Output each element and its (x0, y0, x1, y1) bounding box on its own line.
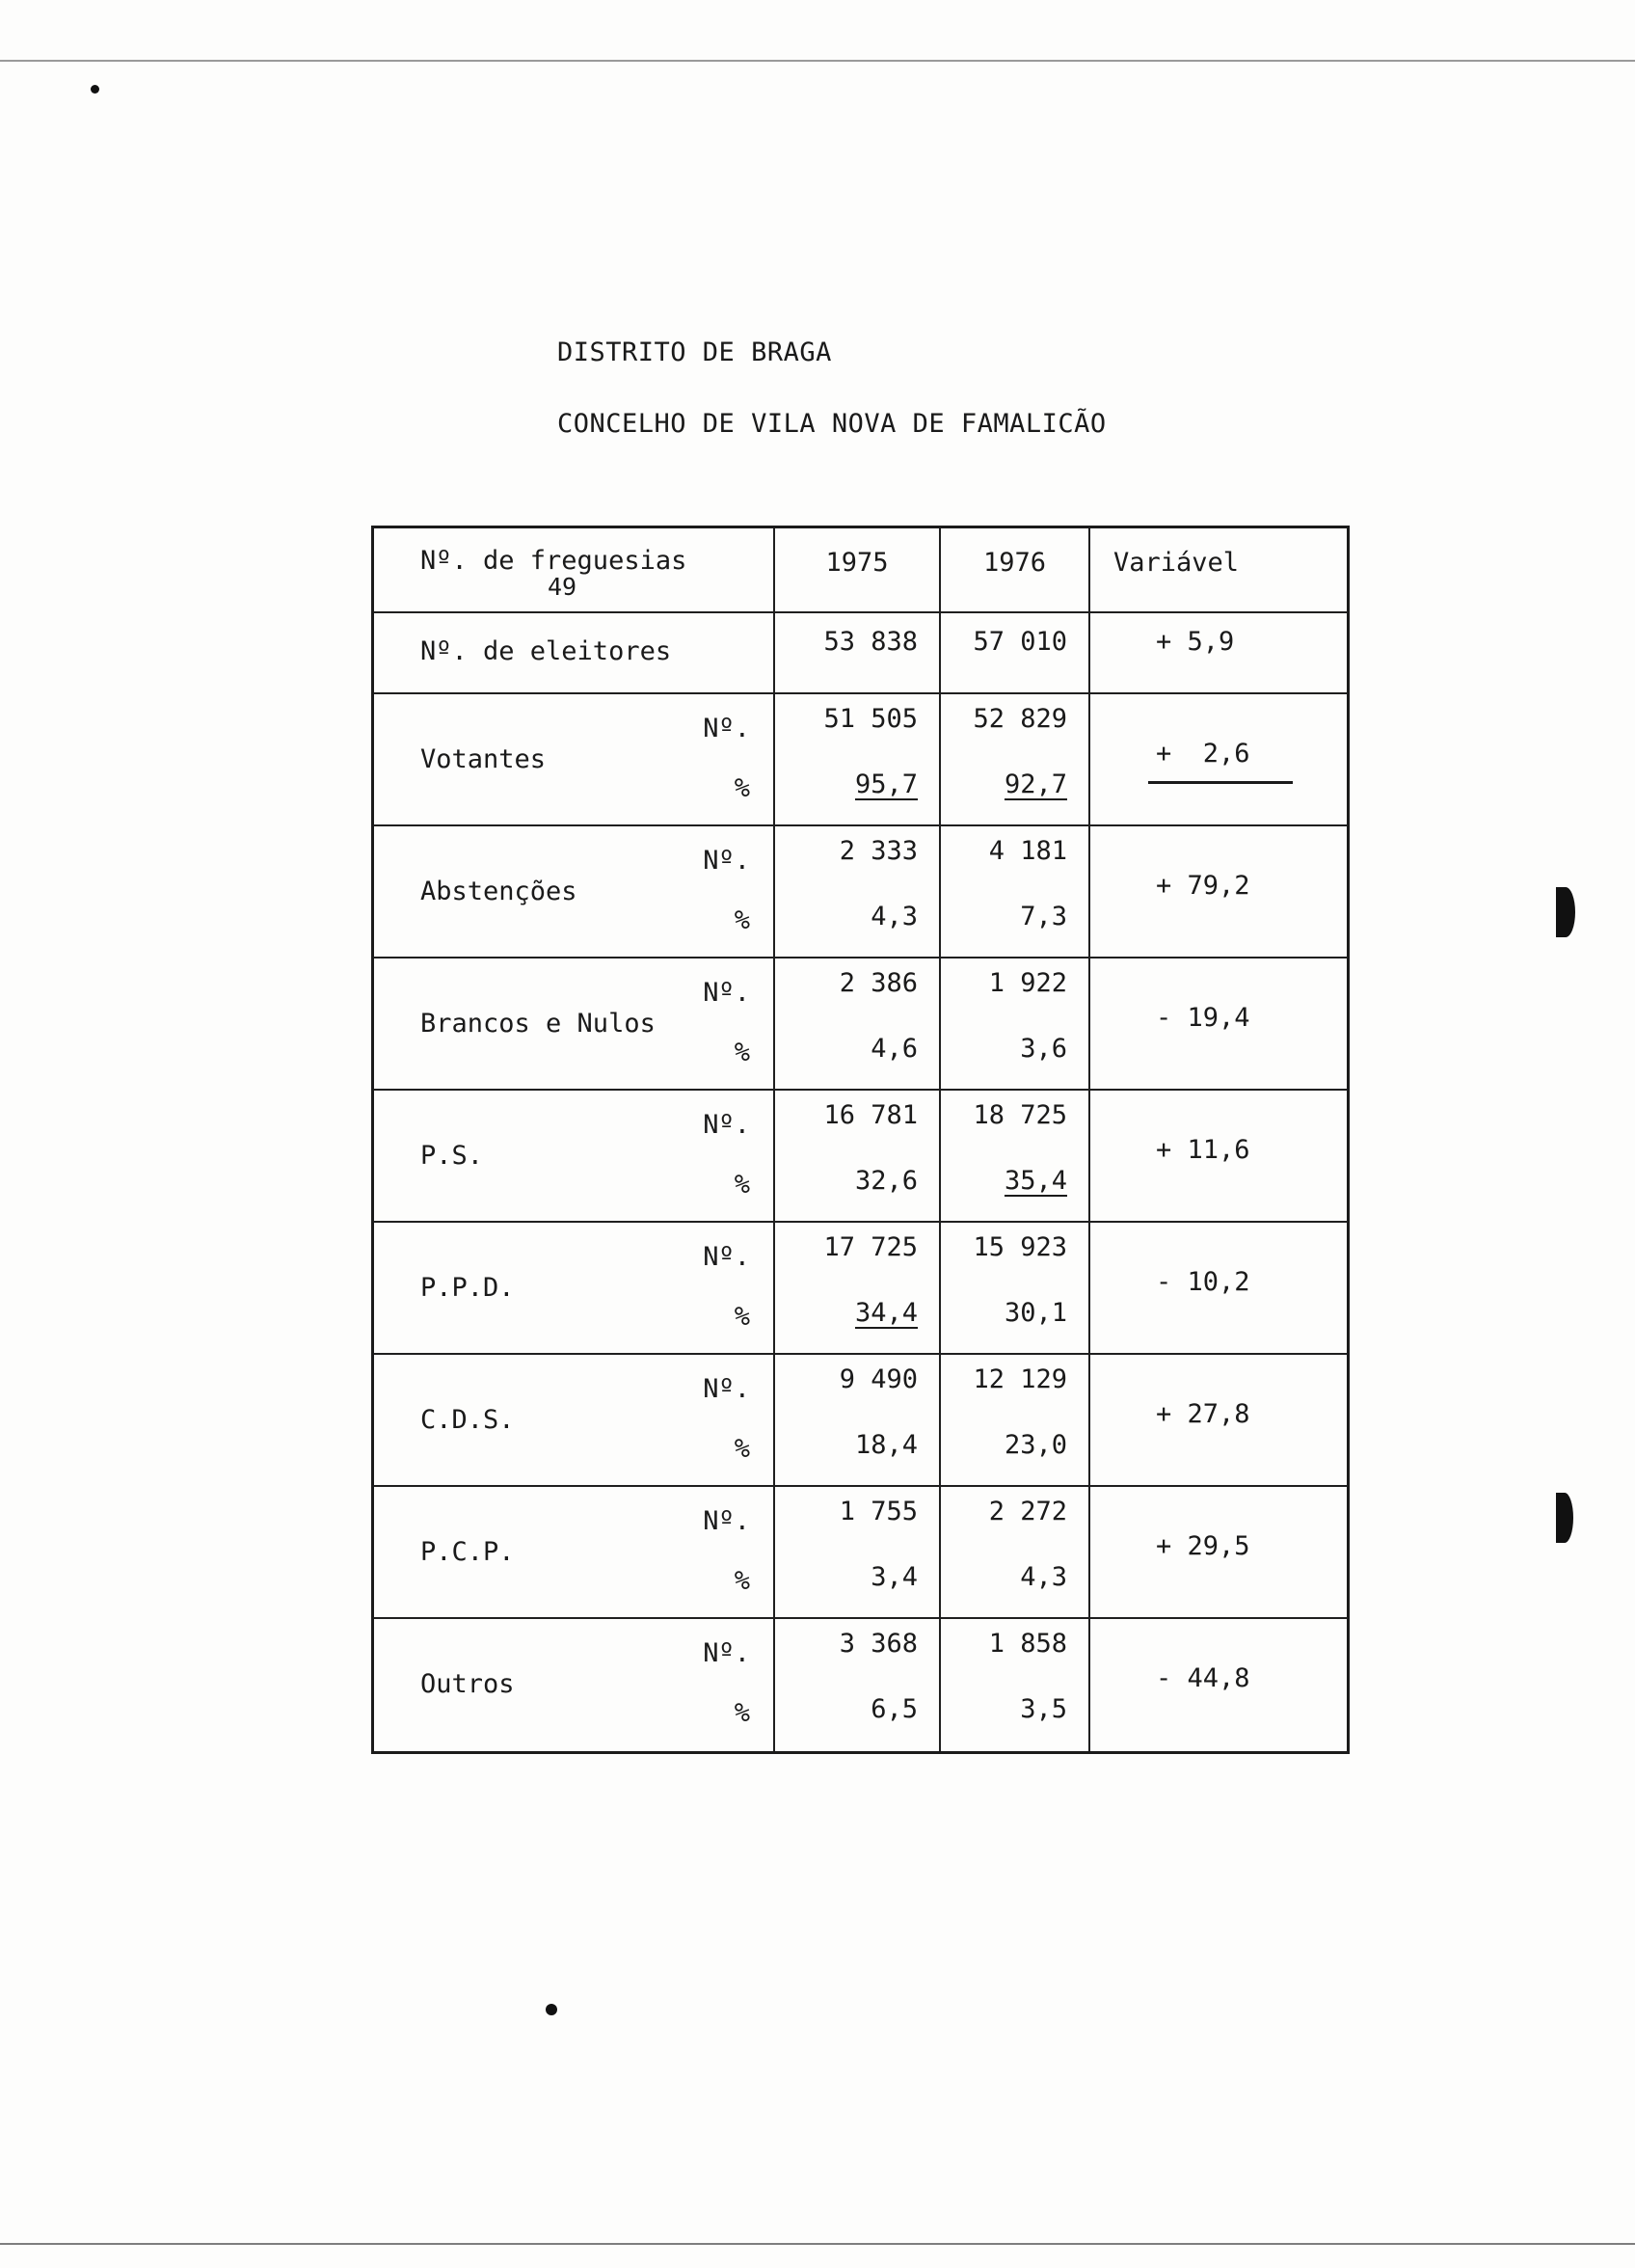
row-label: Votantes (420, 744, 547, 774)
percent-unit: % (734, 1698, 750, 1728)
variation-value: - 44,8 (1156, 1663, 1250, 1693)
percent-1975: 32,6 (854, 1166, 918, 1196)
variation-value: + 11,6 (1156, 1135, 1250, 1165)
underline-mark (1148, 781, 1293, 784)
percent-unit: % (734, 1038, 750, 1067)
count-1976: 12 129 (973, 1364, 1067, 1394)
percent-1975: 3,4 (871, 1562, 918, 1592)
count-1975: 51 505 (823, 704, 918, 734)
percent-1975: 34,4 (854, 1298, 918, 1328)
count-unit: Nº. (703, 846, 750, 876)
row-label: P.P.D. (420, 1273, 515, 1303)
row-label: Abstenções (420, 877, 577, 906)
percent-1976: 35,4 (1004, 1166, 1067, 1196)
year-1976-header: 1976 (982, 548, 1047, 578)
percent-1975: 18,4 (854, 1430, 918, 1460)
parishes-count-value: 49 (548, 573, 577, 601)
ink-dot (546, 2004, 557, 2015)
election-results-table (371, 526, 1350, 1754)
table-row-ps (374, 1091, 1347, 1223)
year-1975-header: 1975 (825, 548, 889, 578)
count-unit: Nº. (703, 1374, 750, 1404)
percent-1975: 95,7 (854, 770, 918, 799)
row-label: P.S. (420, 1141, 484, 1171)
count-1976: 15 923 (973, 1232, 1067, 1262)
count-1976: 1 922 (988, 968, 1067, 998)
count-unit: Nº. (703, 714, 750, 743)
percent-1976: 30,1 (1004, 1298, 1067, 1328)
count-1976: 18 725 (973, 1100, 1067, 1130)
percent-1976: 7,3 (1020, 902, 1067, 932)
municipality-heading: CONCELHO DE VILA NOVA DE FAMALICÃO (557, 409, 1107, 439)
table-row-brancos-nulos (374, 958, 1347, 1091)
row-label: Brancos e Nulos (420, 1009, 656, 1039)
ink-dot (91, 85, 99, 94)
table-row-ppd (374, 1223, 1347, 1355)
bottom-edge-line (0, 2243, 1635, 2245)
punch-hole-mark (1556, 887, 1575, 937)
variation-value: + 27,8 (1156, 1399, 1250, 1429)
count-unit: Nº. (703, 1506, 750, 1536)
percent-unit: % (734, 773, 750, 803)
count-1976: 52 829 (973, 704, 1067, 734)
variation-value: + 79,2 (1156, 871, 1250, 901)
table-header-row (374, 528, 1347, 613)
percent-unit: % (734, 1170, 750, 1200)
table-row-votantes (374, 694, 1347, 826)
eleitores-1976: 57 010 (973, 627, 1067, 657)
percent-unit: % (734, 1302, 750, 1332)
table-row-cds (374, 1355, 1347, 1487)
count-1975: 3 368 (839, 1629, 918, 1659)
count-1976: 2 272 (988, 1497, 1067, 1526)
count-unit: Nº. (703, 978, 750, 1008)
eleitores-1975: 53 838 (823, 627, 918, 657)
district-heading: DISTRITO DE BRAGA (557, 338, 832, 367)
table-row-eleitores (374, 613, 1347, 694)
variation-header: Variável (1113, 548, 1240, 578)
parishes-count-label: Nº. de freguesias (420, 546, 687, 576)
punch-hole-mark (1556, 1493, 1573, 1543)
count-1975: 16 781 (823, 1100, 918, 1130)
percent-1976: 4,3 (1020, 1562, 1067, 1592)
percent-1976: 23,0 (1004, 1430, 1067, 1460)
percent-unit: % (734, 905, 750, 935)
row-label: P.C.P. (420, 1537, 515, 1567)
variation-value: - 10,2 (1156, 1267, 1250, 1297)
count-1976: 4 181 (988, 836, 1067, 866)
count-1975: 2 386 (839, 968, 918, 998)
table-row-abstencoes (374, 826, 1347, 958)
variation-value: + 2,6 (1156, 739, 1250, 769)
row-label: C.D.S. (420, 1405, 515, 1435)
percent-1976: 3,5 (1020, 1694, 1067, 1724)
percent-1976: 92,7 (1004, 770, 1067, 799)
percent-1975: 6,5 (871, 1694, 918, 1724)
count-1975: 9 490 (839, 1364, 918, 1394)
count-1975: 17 725 (823, 1232, 918, 1262)
percent-1976: 3,6 (1020, 1034, 1067, 1064)
variation-value: + 29,5 (1156, 1531, 1250, 1561)
percent-1975: 4,3 (871, 902, 918, 932)
top-edge-line (0, 60, 1635, 62)
count-unit: Nº. (703, 1638, 750, 1668)
table-row-pcp (374, 1487, 1347, 1619)
count-unit: Nº. (703, 1242, 750, 1272)
table-row-outros (374, 1619, 1347, 1751)
count-1975: 2 333 (839, 836, 918, 866)
percent-unit: % (734, 1434, 750, 1464)
variation-value: - 19,4 (1156, 1003, 1250, 1033)
count-unit: Nº. (703, 1110, 750, 1140)
eleitores-variation: + 5,9 (1156, 627, 1235, 657)
eleitores-label: Nº. de eleitores (420, 636, 672, 666)
count-1976: 1 858 (988, 1629, 1067, 1659)
percent-1975: 4,6 (871, 1034, 918, 1064)
percent-unit: % (734, 1566, 750, 1596)
count-1975: 1 755 (839, 1497, 918, 1526)
row-label: Outros (420, 1669, 515, 1699)
